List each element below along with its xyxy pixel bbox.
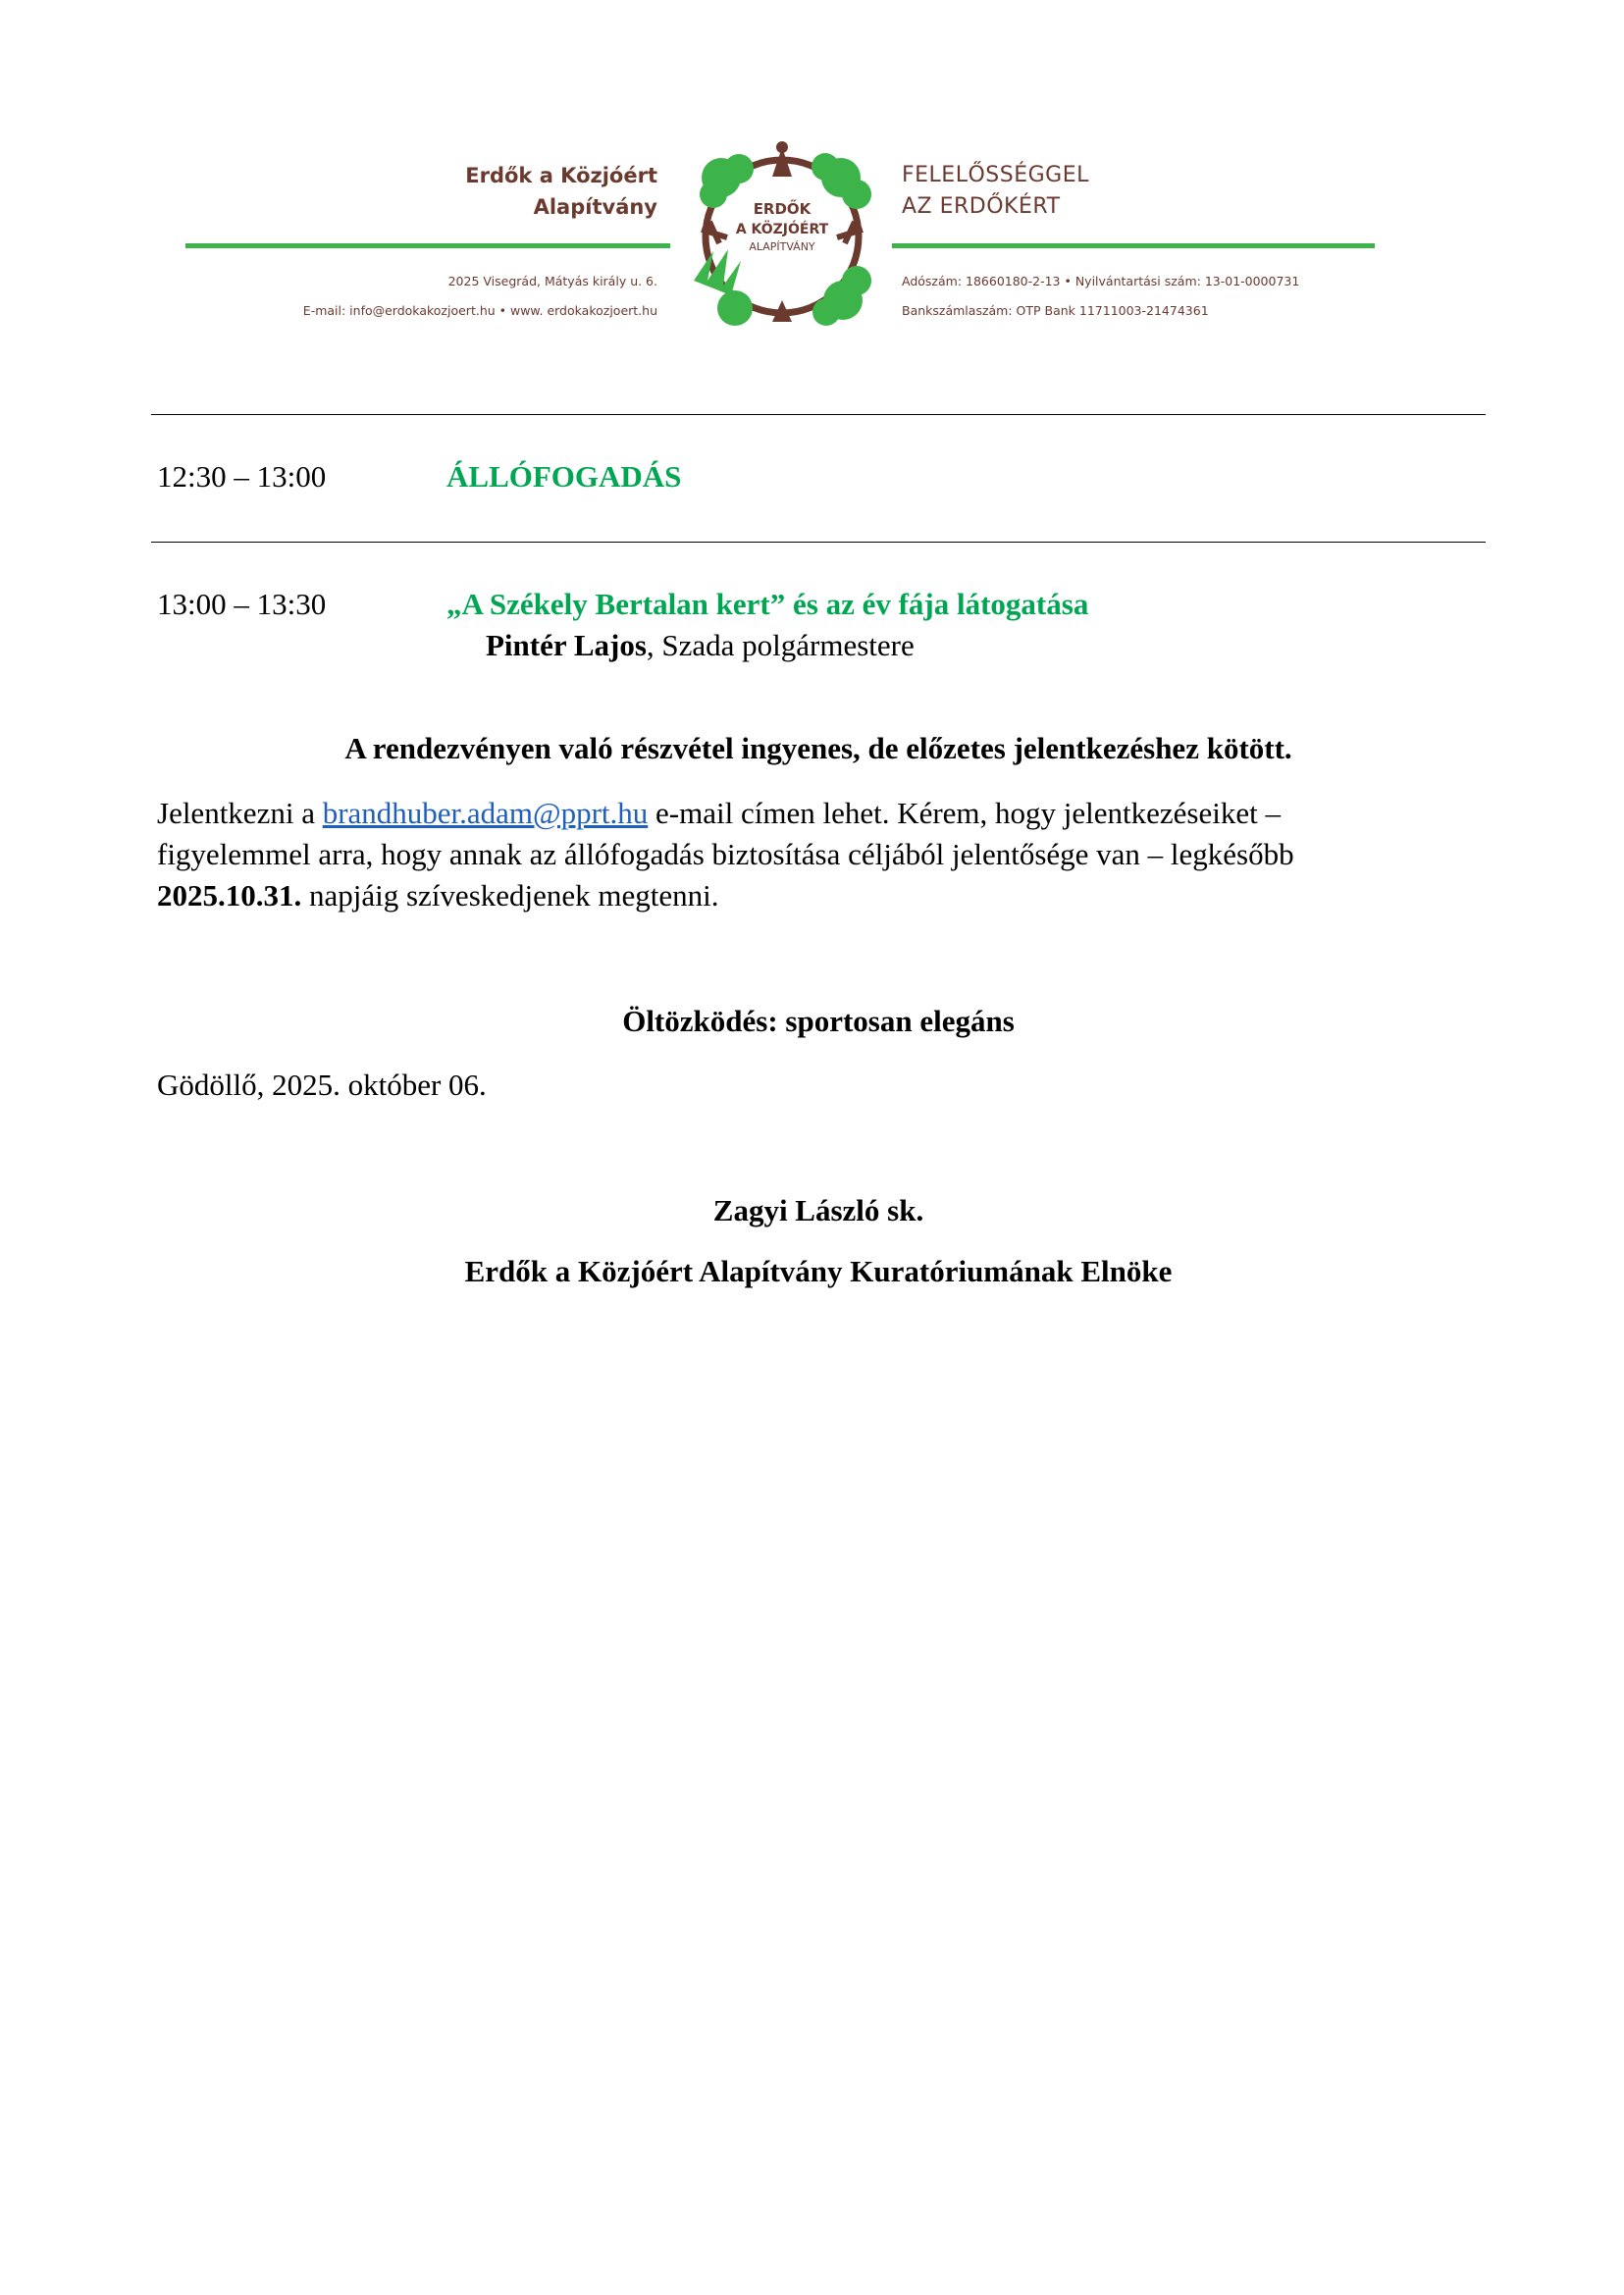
logo-text-3: ALAPÍTVÁNY (749, 240, 815, 253)
address: 2025 Visegrád, Mátyás király u. 6. (447, 274, 657, 288)
letterhead (0, 0, 1624, 353)
contact-address (303, 267, 657, 326)
divider (151, 542, 1486, 543)
email-web: E-mail: info@erdokakozjoert.hu • www. erdokakozjoert.hu (302, 303, 657, 318)
participation-notice: A rendezvényen való részvétel ingyenes, de előzetes jelentkezéshez kötött. (344, 731, 1292, 765)
schedule-title-2: „A Székely Bertalan kert” és az év fája látogatása (446, 587, 1089, 621)
green-rule-right (892, 243, 1375, 248)
registration-email-link[interactable]: brandhuber.adam@pprt.hu (322, 796, 649, 830)
divider (151, 414, 1486, 415)
schedule-time-1: 12:30 – 13:00 (157, 459, 327, 494)
org-name: Erdők a Közjóért Alapítvány (465, 164, 657, 219)
schedule-time-2: 13:00 – 13:30 (157, 587, 327, 621)
foundation-logo-icon (674, 133, 890, 339)
slogan: FELELŐSSÉGGEL AZ ERDŐKÉRT (902, 163, 1089, 219)
logo-text-1: ERDŐK (753, 200, 812, 218)
tax-number: Adószám: 18660180-2-13 • Nyilvántartási szám: 13-01-0000731 (902, 274, 1300, 288)
speaker-role: , Szada polgármestere (646, 628, 915, 662)
signatory-title: Erdők a Közjóért Alapítvány Kuratóriumának Elnöke (464, 1254, 1173, 1288)
deadline: 2025.10.31. (157, 878, 302, 913)
signatory-name: Zagyi László sk. (712, 1193, 924, 1227)
logo-text-2: A KÖZJÓÉRT (735, 222, 829, 237)
dress-code: Öltözködés: sportosan elegáns (622, 1004, 1015, 1038)
registration-paragraph: Jelentkezni a brandhuber.adam@pprt.hu e-mail címen lehet. Kérem, hogy jelentkezéseiket – figyelemmel arra, hogy annak az állófogadás biztosítása céljából jelentősége van – legkésőbb 2025.10.31. napjáig szíveskedjenek megtenni. (157, 793, 1472, 916)
green-rule-left (185, 243, 670, 248)
schedule-title-1: ÁLLÓFOGADÁS (446, 459, 682, 494)
registration-line-2: figyelemmel arra, hogy annak az állófogadás biztosítása céljából jelentősége van – legkésőbb (157, 837, 1294, 871)
bank-account: Bankszámlaszám: OTP Bank 11711003-21474361 (902, 303, 1209, 318)
speaker-name: Pintér Lajos (486, 628, 647, 662)
registration-info (902, 267, 1299, 326)
place-date: Gödöllő, 2025. október 06. (157, 1068, 487, 1102)
speaker (486, 625, 915, 666)
